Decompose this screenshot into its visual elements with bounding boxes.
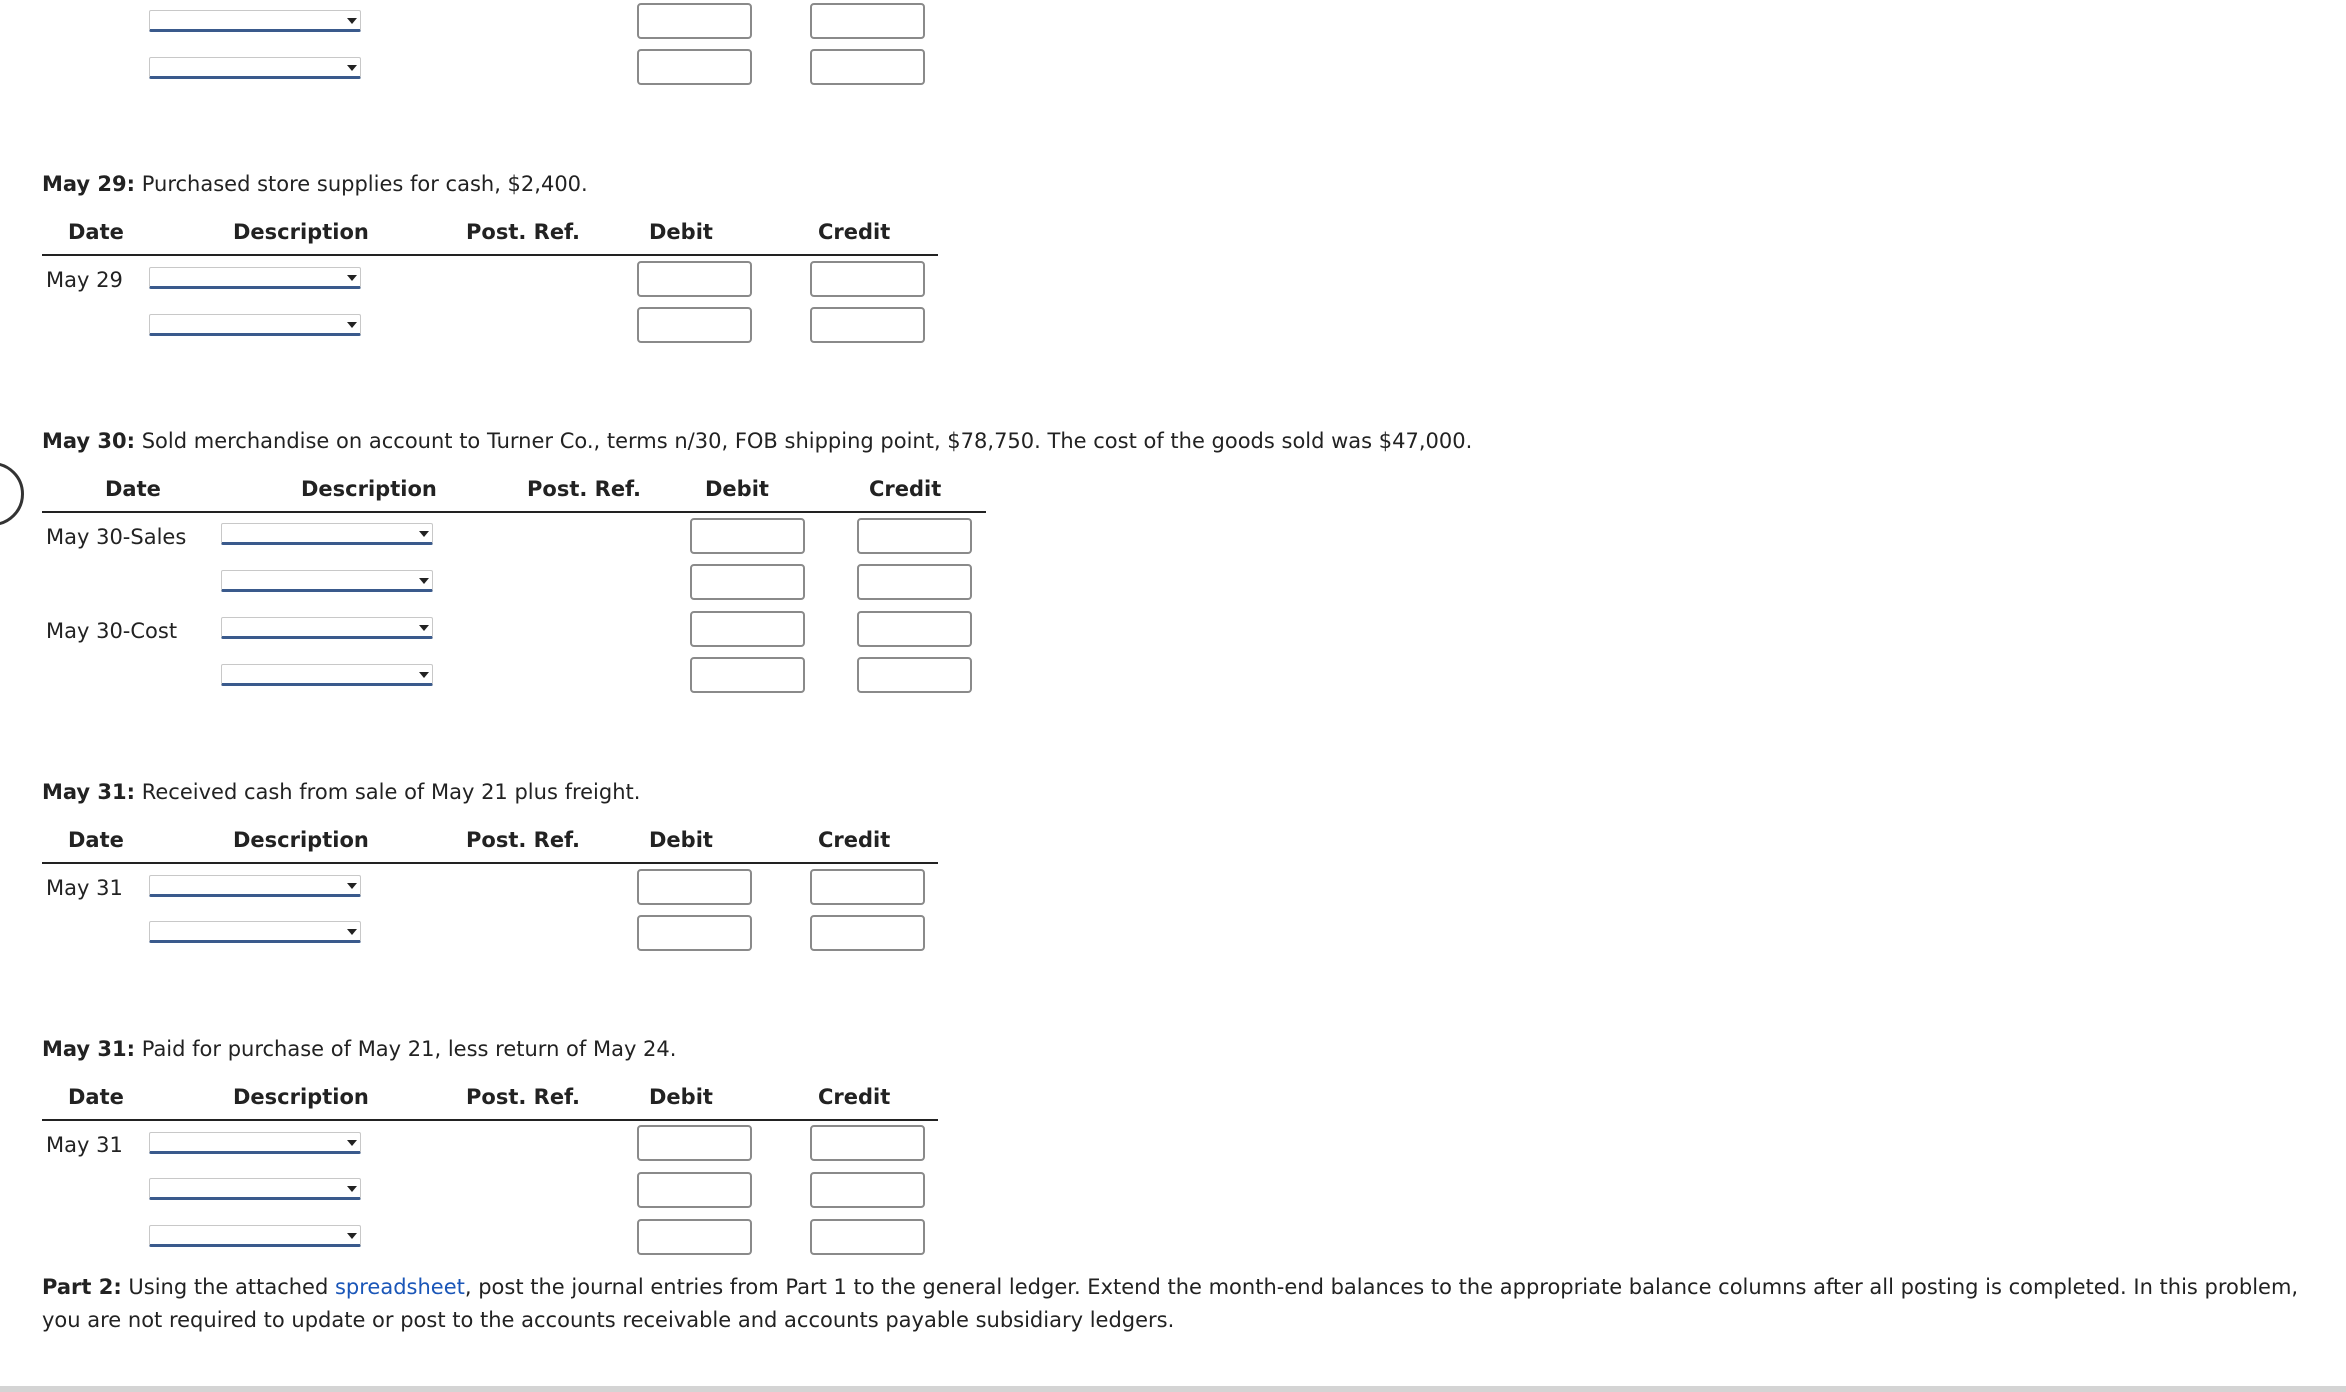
header-post-ref: Post. Ref. bbox=[527, 477, 642, 501]
description-select[interactable] bbox=[149, 1225, 361, 1247]
debit-input[interactable] bbox=[690, 518, 805, 554]
header-date: Date bbox=[105, 477, 161, 501]
chevron-down-icon bbox=[347, 883, 357, 889]
journal-prompt-may31-payment bbox=[42, 1037, 676, 1061]
prompt-date-label: May 29: bbox=[42, 172, 136, 196]
header-debit: Debit bbox=[705, 477, 769, 501]
header-debit: Debit bbox=[649, 828, 713, 852]
debit-input[interactable] bbox=[690, 657, 805, 693]
description-select[interactable] bbox=[221, 570, 433, 592]
chevron-down-icon bbox=[347, 322, 357, 328]
chevron-down-icon bbox=[419, 531, 429, 537]
credit-input[interactable] bbox=[810, 1219, 925, 1255]
description-select[interactable] bbox=[149, 314, 361, 336]
description-select[interactable] bbox=[149, 1132, 361, 1154]
debit-input[interactable] bbox=[637, 915, 752, 951]
part2-text: Using the attached bbox=[121, 1275, 335, 1299]
description-select[interactable] bbox=[221, 523, 433, 545]
description-select[interactable] bbox=[149, 1178, 361, 1200]
header-description: Description bbox=[233, 220, 369, 244]
debit-input[interactable] bbox=[637, 307, 752, 343]
header-description: Description bbox=[233, 1085, 369, 1109]
debit-input[interactable] bbox=[637, 1125, 752, 1161]
credit-input[interactable] bbox=[810, 915, 925, 951]
entry-date: May 31 bbox=[46, 876, 123, 900]
description-select[interactable] bbox=[149, 921, 361, 943]
debit-input[interactable] bbox=[690, 564, 805, 600]
description-select[interactable] bbox=[149, 57, 361, 79]
header-date: Date bbox=[68, 828, 124, 852]
credit-input[interactable] bbox=[810, 1172, 925, 1208]
description-select[interactable] bbox=[221, 617, 433, 639]
header-post-ref: Post. Ref. bbox=[466, 1085, 581, 1109]
description-select[interactable] bbox=[149, 267, 361, 289]
credit-input[interactable] bbox=[810, 49, 925, 85]
header-post-ref: Post. Ref. bbox=[466, 220, 581, 244]
chevron-down-icon bbox=[347, 1186, 357, 1192]
prompt-text: Paid for purchase of May 21, less return of May 24. bbox=[135, 1037, 677, 1061]
debit-input[interactable] bbox=[637, 1219, 752, 1255]
entry-date: May 31 bbox=[46, 1133, 123, 1157]
entry-date: May 29 bbox=[46, 268, 123, 292]
debit-input[interactable] bbox=[637, 3, 752, 39]
header-description: Description bbox=[301, 477, 437, 501]
header-credit: Credit bbox=[818, 1085, 891, 1109]
step-marker-icon bbox=[0, 462, 24, 526]
entry-date-sales: May 30-Sales bbox=[46, 525, 187, 549]
chevron-down-icon bbox=[347, 65, 357, 71]
table-header-rule bbox=[42, 862, 938, 864]
credit-input[interactable] bbox=[810, 307, 925, 343]
description-select[interactable] bbox=[221, 664, 433, 686]
prompt-date-label: May 30: bbox=[42, 429, 136, 453]
journal-prompt-may31-receipt bbox=[42, 780, 640, 804]
part2-text: , post the journal entries from Part 1 to the general ledger. Extend the month-end balances to the appropriate balance columns after all posting is completed. In this problem, you are not required to update or post to the accounts receivable and accounts payable subsidiary ledgers. bbox=[42, 1275, 2299, 1332]
chevron-down-icon bbox=[419, 672, 429, 678]
chevron-down-icon bbox=[347, 18, 357, 24]
chevron-down-icon bbox=[419, 625, 429, 631]
journal-prompt-may29 bbox=[42, 172, 588, 196]
chevron-down-icon bbox=[347, 1233, 357, 1239]
chevron-down-icon bbox=[419, 578, 429, 584]
chevron-down-icon bbox=[347, 275, 357, 281]
debit-input[interactable] bbox=[637, 869, 752, 905]
prompt-date-label: May 31: bbox=[42, 1037, 136, 1061]
credit-input[interactable] bbox=[857, 518, 972, 554]
table-header-rule bbox=[42, 254, 938, 256]
table-header-rule bbox=[42, 1119, 938, 1121]
debit-input[interactable] bbox=[637, 49, 752, 85]
header-credit: Credit bbox=[818, 220, 891, 244]
spreadsheet-link[interactable]: spreadsheet bbox=[334, 1275, 465, 1299]
credit-input[interactable] bbox=[810, 261, 925, 297]
header-date: Date bbox=[68, 220, 124, 244]
prompt-text: Received cash from sale of May 21 plus freight. bbox=[135, 780, 641, 804]
chevron-down-icon bbox=[347, 929, 357, 935]
header-debit: Debit bbox=[649, 220, 713, 244]
header-post-ref: Post. Ref. bbox=[466, 828, 581, 852]
prompt-date-label: May 31: bbox=[42, 780, 136, 804]
header-date: Date bbox=[68, 1085, 124, 1109]
header-credit: Credit bbox=[818, 828, 891, 852]
prompt-text: Purchased store supplies for cash, $2,400. bbox=[135, 172, 588, 196]
part2-instructions bbox=[42, 1271, 2332, 1337]
credit-input[interactable] bbox=[857, 564, 972, 600]
description-select[interactable] bbox=[149, 10, 361, 32]
credit-input[interactable] bbox=[810, 3, 925, 39]
credit-input[interactable] bbox=[810, 869, 925, 905]
header-credit: Credit bbox=[869, 477, 942, 501]
debit-input[interactable] bbox=[690, 611, 805, 647]
header-description: Description bbox=[233, 828, 369, 852]
credit-input[interactable] bbox=[857, 611, 972, 647]
part2-label: Part 2: bbox=[42, 1275, 122, 1299]
description-select[interactable] bbox=[149, 875, 361, 897]
prompt-text: Sold merchandise on account to Turner Co., terms n/30, FOB shipping point, $78,750. The cost of the goods sold was $47,000. bbox=[135, 429, 1473, 453]
journal-prompt-may30 bbox=[42, 429, 1472, 453]
header-debit: Debit bbox=[649, 1085, 713, 1109]
page-bottom-divider bbox=[0, 1386, 2346, 1392]
credit-input[interactable] bbox=[857, 657, 972, 693]
entry-date-cost: May 30-Cost bbox=[46, 619, 178, 643]
debit-input[interactable] bbox=[637, 1172, 752, 1208]
chevron-down-icon bbox=[347, 1140, 357, 1146]
table-header-rule bbox=[42, 511, 986, 513]
debit-input[interactable] bbox=[637, 261, 752, 297]
credit-input[interactable] bbox=[810, 1125, 925, 1161]
